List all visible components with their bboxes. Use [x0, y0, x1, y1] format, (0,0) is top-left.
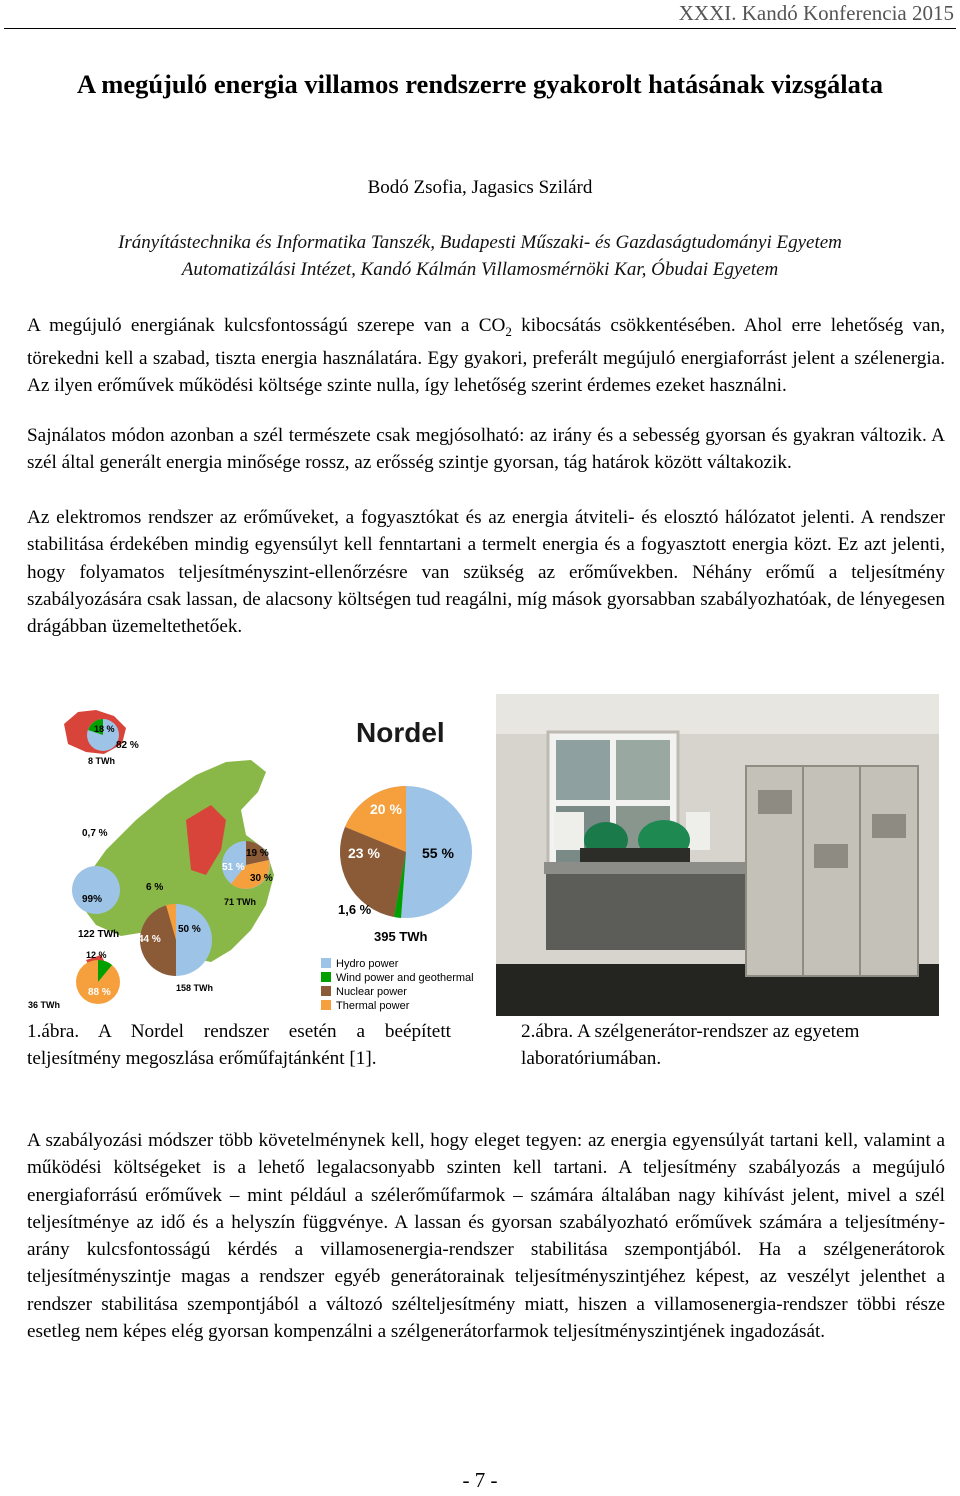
nordel-label-d: 1,6 %	[338, 902, 372, 917]
abstract-paragraph-1	[27, 312, 945, 400]
abstract-paragraph-3: Az elektromos rendszer az erőműveket, a fogyasztókat és az energia átviteli- és elosztó hálózatot jelenti. A rendszer stabilitása érdekében mindig egyensúlyt kell fenntartani a termelt energia és a fogyasztott energia közt. Ez azt jelenti, hogy folyamatos teljesítményszint-ellenőrzésre van szükség az erőművekben. Néhány erőmű a teljesítmény szabályozására csak lassan, de alacsony költségen tud reagálni, míg mások gyorsabban szabályozhatóak, de lényegesen drágábban üzemeltethetőek.	[27, 507, 945, 638]
norway-label-small: 0,7 %	[82, 828, 108, 839]
radiator-left	[554, 812, 584, 850]
legend-label-wind: Wind power and geothermal	[336, 972, 474, 984]
window-pane-1	[556, 740, 610, 800]
denmark-label-b: 88 %	[88, 987, 111, 998]
norway-pie	[72, 866, 120, 914]
nordel-label-twh: 395 TWh	[374, 929, 428, 944]
abstract-paragraph-2: Sajnálatos módon azonban a szél természete csak megjósolható: az irány és a sebesség gyorsan és gyakran változik. A szél által generált energia minősége rossz, az erősség szintje gyorsan, tág határok között váltakozik.	[27, 425, 945, 474]
motor-bench	[546, 870, 746, 950]
legend-swatch-hydro	[321, 958, 331, 968]
nordel-logo: Nordel	[356, 717, 445, 748]
norway-label-big: 99%	[82, 894, 103, 905]
figure-1-caption: 1.ábra. A Nordel rendszer esetén a beépített teljesítmény megoszlása erőműfajtánként [1].	[27, 1021, 451, 1069]
authors: Bodó Zsofia, Jagasics Szilárd	[367, 177, 593, 198]
affiliation	[0, 229, 960, 283]
radiator-right	[686, 812, 710, 850]
legend-swatch-thermal	[321, 1000, 331, 1010]
sweden-label-b: 44 %	[138, 934, 161, 945]
window-pane-2	[616, 740, 670, 800]
denmark-label-twh: 36 TWh	[28, 1000, 61, 1010]
abstract-p1-post: kibocsátás csökkentésében. Ahol erre lehetőség van, törekedni kell a szabad, tiszta energia használatára. Egy gyakori, preferált megújuló energiaforrást jelent a szélenergia. Az ilyen erőművek működési költsége szinte nulla, így lehetőség szerint érdemes ezeket használni.	[27, 315, 945, 397]
page-number: - 7 -	[462, 1468, 498, 1492]
finland-label-a: 19 %	[246, 848, 269, 859]
iceland-label-b: 82 %	[116, 740, 139, 751]
sweden-label-twh: 158 TWh	[176, 983, 214, 993]
denmark-label-a: 12 %	[86, 950, 107, 960]
figure-2-caption: 2.ábra. A szélgenerátor-rendszer az egyetem laboratóriumában.	[521, 1021, 860, 1069]
nordel-map-graphic	[26, 700, 496, 1018]
lab-ceiling	[496, 694, 939, 734]
affiliation-line-2: Automatizálási Intézet, Kandó Kálmán Villamosmérnöki Kar, Óbudai Egyetem	[181, 259, 779, 280]
bench-top	[544, 862, 750, 874]
abstract-p1-pre: A megújuló energiának kulcsfontosságú szerepe van a CO	[27, 315, 506, 336]
figure-1-legend	[321, 958, 474, 1012]
cabinet-panel-1	[758, 790, 792, 814]
nordel-label-b: 23 %	[348, 845, 380, 861]
motor-base	[580, 848, 690, 862]
legend-swatch-nuclear	[321, 986, 331, 996]
legend-swatch-wind	[321, 972, 331, 982]
nordel-label-c: 55 %	[422, 845, 454, 861]
iceland-label-a: 18 %	[94, 724, 115, 734]
lab-photo-graphic	[496, 694, 939, 1016]
finland-label-twh: 71 TWh	[224, 897, 257, 907]
nordel-label-a: 20 %	[370, 801, 402, 817]
finland-label-c: 30 %	[250, 873, 273, 884]
figure-2-lab-photo	[496, 694, 939, 1016]
sweden-label-c: 50 %	[178, 924, 201, 935]
co2-subscript: 2	[505, 323, 512, 339]
legend-label-hydro: Hydro power	[336, 958, 399, 970]
body-paragraph-1: A szabályozási módszer több követelménynek kell, hogy eleget tegyen: az energia egyensúlyát tartani kell, valamint a működési költségeket is a lehető legalacsonyabb szinten kell tartani. A teljesítmény szabályozás a megújuló energiaforrású erőművek – mint például a szélerőműfarmok – számára általában nagy kihívást jelent, mivel a szél teljesítménye az idő és a helyszín függvénye. A lassan és gyorsan szabályozható erőművek számára a teljesítmény-arány kulcsfontosságú kérdés a villamosenergia-rendszer stabilitása szempontjából. Ha a szélgenerátorok teljesítményszintje magas a rendszer egyéb generátorainak teljesítményszintjéhez képest, az veszélyt jelenthet a rendszer stabilitása szempontjából a változó szélteljesítmény miatt, hiszen a villamosenergia-rendszer többi része esetleg nem képes elég gyorsan kompenzálni a szélgenerátorfarmok teljesítményszintjének ingadozását.	[27, 1130, 945, 1343]
paper-title: A megújuló energia villamos rendszerre gyakorolt hatásának vizsgálata	[76, 69, 883, 99]
cabinet-panel-3	[872, 814, 906, 838]
header-text: XXXI. Kandó Konferencia 2015	[678, 1, 954, 25]
sweden-label-a: 6 %	[146, 882, 164, 893]
legend-label-thermal: Thermal power	[336, 1000, 410, 1012]
norway-label-twh: 122 TWh	[78, 929, 120, 940]
running-header	[4, 0, 956, 29]
affiliation-line-1: Irányítástechnika és Informatika Tanszék, Budapesti Műszaki- és Gazdaságtudományi Egyetem	[118, 232, 842, 253]
legend-label-nuclear: Nuclear power	[336, 986, 407, 998]
figure-1-nordel-map	[26, 700, 496, 1018]
iceland-label-twh: 8 TWh	[88, 756, 115, 766]
finland-label-b: 51 %	[222, 862, 245, 873]
cabinet-panel-2	[814, 844, 848, 868]
